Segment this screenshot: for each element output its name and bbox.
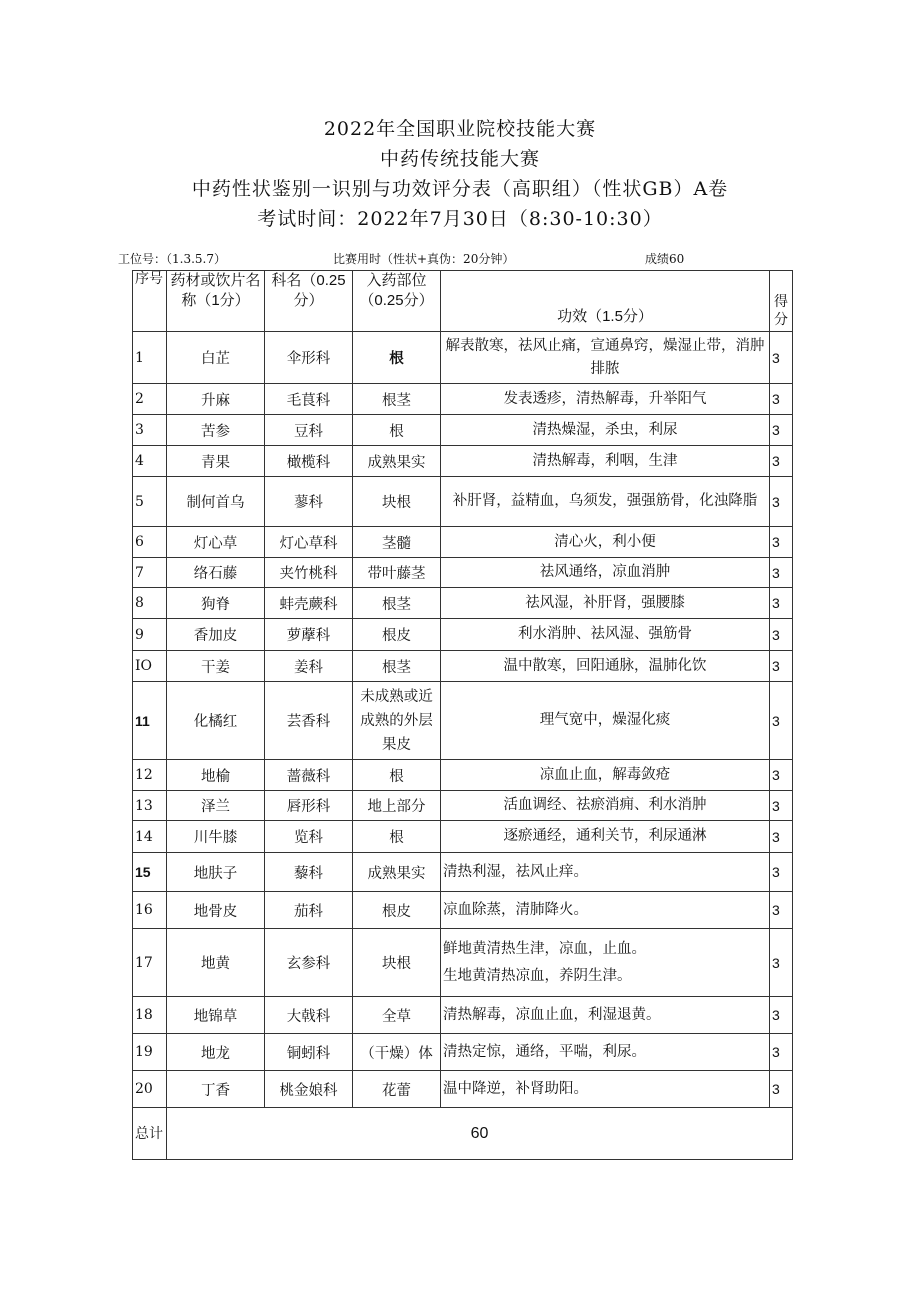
- exam-info-line: [118, 250, 798, 268]
- header-name: 药材或饮片名称（1分）: [167, 271, 265, 332]
- row-effect: 清热解毒，凉血止血，利湿退黄。: [441, 997, 770, 1034]
- row-no: 2: [133, 384, 167, 415]
- total-row: [133, 1108, 793, 1160]
- table-row: [133, 929, 793, 997]
- row-score: 3: [770, 477, 793, 527]
- row-effect: 温中降逆，补肾助阳。: [441, 1071, 770, 1108]
- row-part: 根茎: [353, 384, 441, 415]
- table-row: [133, 527, 793, 558]
- row-effect: 清心火，利小便: [441, 527, 770, 558]
- row-family: 毛茛科: [265, 384, 353, 415]
- row-part: 根: [353, 760, 441, 791]
- row-part: 带叶藤茎: [353, 558, 441, 588]
- row-name: 地肤子: [167, 853, 265, 892]
- row-effect: 利水消肿、祛风湿、强筋骨: [441, 619, 770, 651]
- row-part: 根茎: [353, 588, 441, 619]
- row-effect: 清热燥湿，杀虫，利尿: [441, 415, 770, 446]
- row-name: 丁香: [167, 1071, 265, 1108]
- row-effect: 祛风通络，凉血消肿: [441, 558, 770, 588]
- row-no: 7: [133, 558, 167, 588]
- header-family: 科名（0.25分）: [265, 271, 353, 332]
- row-no: 12: [133, 760, 167, 791]
- row-no: 17: [133, 929, 167, 997]
- row-part: 块根: [353, 477, 441, 527]
- row-effect: 解表散寒，祛风止痛，宣通鼻窍，燥湿止带，消肿排脓: [441, 332, 770, 384]
- row-part: 未成熟或近成熟的外层果皮: [353, 682, 441, 760]
- row-no: 19: [133, 1034, 167, 1071]
- row-name: 络石藤: [167, 558, 265, 588]
- row-effect: 发表透疹，清热解毒，升举阳气: [441, 384, 770, 415]
- row-score: 3: [770, 1034, 793, 1071]
- header-score: 得分: [770, 271, 793, 332]
- row-score: 3: [770, 588, 793, 619]
- row-no: 15: [133, 853, 167, 892]
- row-family: 茄科: [265, 892, 353, 929]
- total-value: 60: [167, 1108, 793, 1160]
- table-row: [133, 791, 793, 821]
- time-limit-label: 比赛用时（性状+真伪：20分钟）: [333, 252, 515, 266]
- row-score: 3: [770, 1071, 793, 1108]
- table-row: [133, 619, 793, 651]
- table-row: [133, 853, 793, 892]
- row-name: 化橘红: [167, 682, 265, 760]
- row-name: 苦参: [167, 415, 265, 446]
- row-effect: 逐瘀通经，通利关节，利尿通淋: [441, 821, 770, 853]
- row-effect-line: 生地黄清热凉血，养阴生津。: [443, 967, 632, 984]
- table-row: [133, 651, 793, 682]
- row-family: 萝藦科: [265, 619, 353, 651]
- row-part: 根茎: [353, 651, 441, 682]
- header-effect: 功效（1.5分）: [441, 271, 770, 332]
- row-part: 根皮: [353, 892, 441, 929]
- row-part: 根: [353, 332, 441, 384]
- row-family: 豆科: [265, 415, 353, 446]
- row-effect: 祛风湿，补肝肾，强腰膝: [441, 588, 770, 619]
- row-name: 香加皮: [167, 619, 265, 651]
- table-row: [133, 446, 793, 477]
- row-family: 铜蚓科: [265, 1034, 353, 1071]
- table-row: [133, 384, 793, 415]
- row-family: 灯心草科: [265, 527, 353, 558]
- row-family: 蔷薇科: [265, 760, 353, 791]
- row-score: 3: [770, 760, 793, 791]
- row-name: 制何首乌: [167, 477, 265, 527]
- row-score: 3: [770, 929, 793, 997]
- table-row: [133, 760, 793, 791]
- row-effect: 清热定惊，通络，平喘，利尿。: [441, 1034, 770, 1071]
- row-family: 橄榄科: [265, 446, 353, 477]
- row-part: 根: [353, 821, 441, 853]
- title-line: 中药传统技能大赛: [379, 148, 540, 170]
- row-score: 3: [770, 791, 793, 821]
- row-part: 根: [353, 415, 441, 446]
- row-name: 泽兰: [167, 791, 265, 821]
- row-name: 地骨皮: [167, 892, 265, 929]
- row-part: （干燥）体: [353, 1034, 441, 1071]
- row-name: 地锦草: [167, 997, 265, 1034]
- row-family: 伞形科: [265, 332, 353, 384]
- row-no: 8: [133, 588, 167, 619]
- table-row: [133, 332, 793, 384]
- row-name: 川牛膝: [167, 821, 265, 853]
- table-row: [133, 997, 793, 1034]
- row-no: 6: [133, 527, 167, 558]
- row-name: 狗脊: [167, 588, 265, 619]
- row-score: 3: [770, 682, 793, 760]
- row-part: 地上部分: [353, 791, 441, 821]
- row-no: 1: [133, 332, 167, 384]
- table-row: [133, 588, 793, 619]
- score-total-label: 成绩60: [645, 252, 685, 266]
- table-row: [133, 682, 793, 760]
- row-effect: [441, 929, 770, 997]
- row-score: 3: [770, 853, 793, 892]
- row-part: 全草: [353, 997, 441, 1034]
- title-line: 中药性状鉴别一识别与功效评分表（高职组）（性状GB）A卷: [191, 178, 729, 200]
- table-row: [133, 477, 793, 527]
- row-family: 览科: [265, 821, 353, 853]
- row-no: 4: [133, 446, 167, 477]
- row-part: 花蕾: [353, 1071, 441, 1108]
- row-no: 16: [133, 892, 167, 929]
- row-no: 9: [133, 619, 167, 651]
- row-name: 干姜: [167, 651, 265, 682]
- row-score: 3: [770, 332, 793, 384]
- table-row: [133, 892, 793, 929]
- row-no: 11: [133, 682, 167, 760]
- row-name: 地黄: [167, 929, 265, 997]
- row-family: 芸香科: [265, 682, 353, 760]
- row-effect: 清热解毒，利咽，生津: [441, 446, 770, 477]
- row-name: 地龙: [167, 1034, 265, 1071]
- total-label: 总计: [133, 1108, 167, 1160]
- row-score: 3: [770, 558, 793, 588]
- row-part: 成熟果实: [353, 853, 441, 892]
- header-part: 入药部位（0.25分）: [353, 271, 441, 332]
- row-no: 3: [133, 415, 167, 446]
- row-score: 3: [770, 821, 793, 853]
- row-family: 蚌壳蕨科: [265, 588, 353, 619]
- workstation-label: 工位号：（1.3.5.7）: [118, 252, 226, 266]
- row-score: 3: [770, 651, 793, 682]
- row-family: 唇形科: [265, 791, 353, 821]
- row-part: 成熟果实: [353, 446, 441, 477]
- header-no: 序号: [133, 271, 167, 332]
- score-table: [132, 270, 793, 1160]
- row-effect: 凉血除蒸，清肺降火。: [441, 892, 770, 929]
- row-no: 18: [133, 997, 167, 1034]
- document-title-block: [0, 114, 920, 234]
- row-part: 根皮: [353, 619, 441, 651]
- row-no: 5: [133, 477, 167, 527]
- row-family: 桃金娘科: [265, 1071, 353, 1108]
- row-name: 灯心草: [167, 527, 265, 558]
- row-effect: 补肝肾，益精血，乌须发，强强筋骨，化浊降脂: [441, 477, 770, 527]
- table-row: [133, 1034, 793, 1071]
- row-name: 白芷: [167, 332, 265, 384]
- row-name: 升麻: [167, 384, 265, 415]
- row-score: 3: [770, 384, 793, 415]
- table-row: [133, 415, 793, 446]
- row-no: 14: [133, 821, 167, 853]
- row-name: 地榆: [167, 760, 265, 791]
- row-score: 3: [770, 446, 793, 477]
- row-no: 13: [133, 791, 167, 821]
- table-row: [133, 821, 793, 853]
- row-name: 青果: [167, 446, 265, 477]
- row-effect: 理气宽中，燥湿化痰: [441, 682, 770, 760]
- row-part: 茎髓: [353, 527, 441, 558]
- row-effect-line: 鲜地黄清热生津，凉血，止血。: [443, 940, 646, 957]
- row-effect: 温中散寒，回阳通脉，温肺化饮: [441, 651, 770, 682]
- row-effect: 清热利湿，祛风止痒。: [441, 853, 770, 892]
- row-effect: 活血调经、祛瘀消痈、利水消肿: [441, 791, 770, 821]
- row-score: 3: [770, 415, 793, 446]
- table-row: [133, 558, 793, 588]
- title-line: 考试时间：2022年7月30日（8:30-10:30）: [257, 208, 663, 230]
- row-score: 3: [770, 892, 793, 929]
- row-no: IO: [133, 651, 167, 682]
- row-score: 3: [770, 619, 793, 651]
- row-family: 蓼科: [265, 477, 353, 527]
- row-family: 夹竹桃科: [265, 558, 353, 588]
- row-effect: 凉血止血，解毒敛疮: [441, 760, 770, 791]
- row-score: 3: [770, 997, 793, 1034]
- row-no: 20: [133, 1071, 167, 1108]
- table-header-row: [133, 271, 793, 332]
- row-family: 大戟科: [265, 997, 353, 1034]
- title-line: 2022年全国职业院校技能大赛: [323, 118, 597, 140]
- row-part: 块根: [353, 929, 441, 997]
- table-row: [133, 1071, 793, 1108]
- row-family: 玄参科: [265, 929, 353, 997]
- row-score: 3: [770, 527, 793, 558]
- row-family: 姜科: [265, 651, 353, 682]
- row-family: 藜科: [265, 853, 353, 892]
